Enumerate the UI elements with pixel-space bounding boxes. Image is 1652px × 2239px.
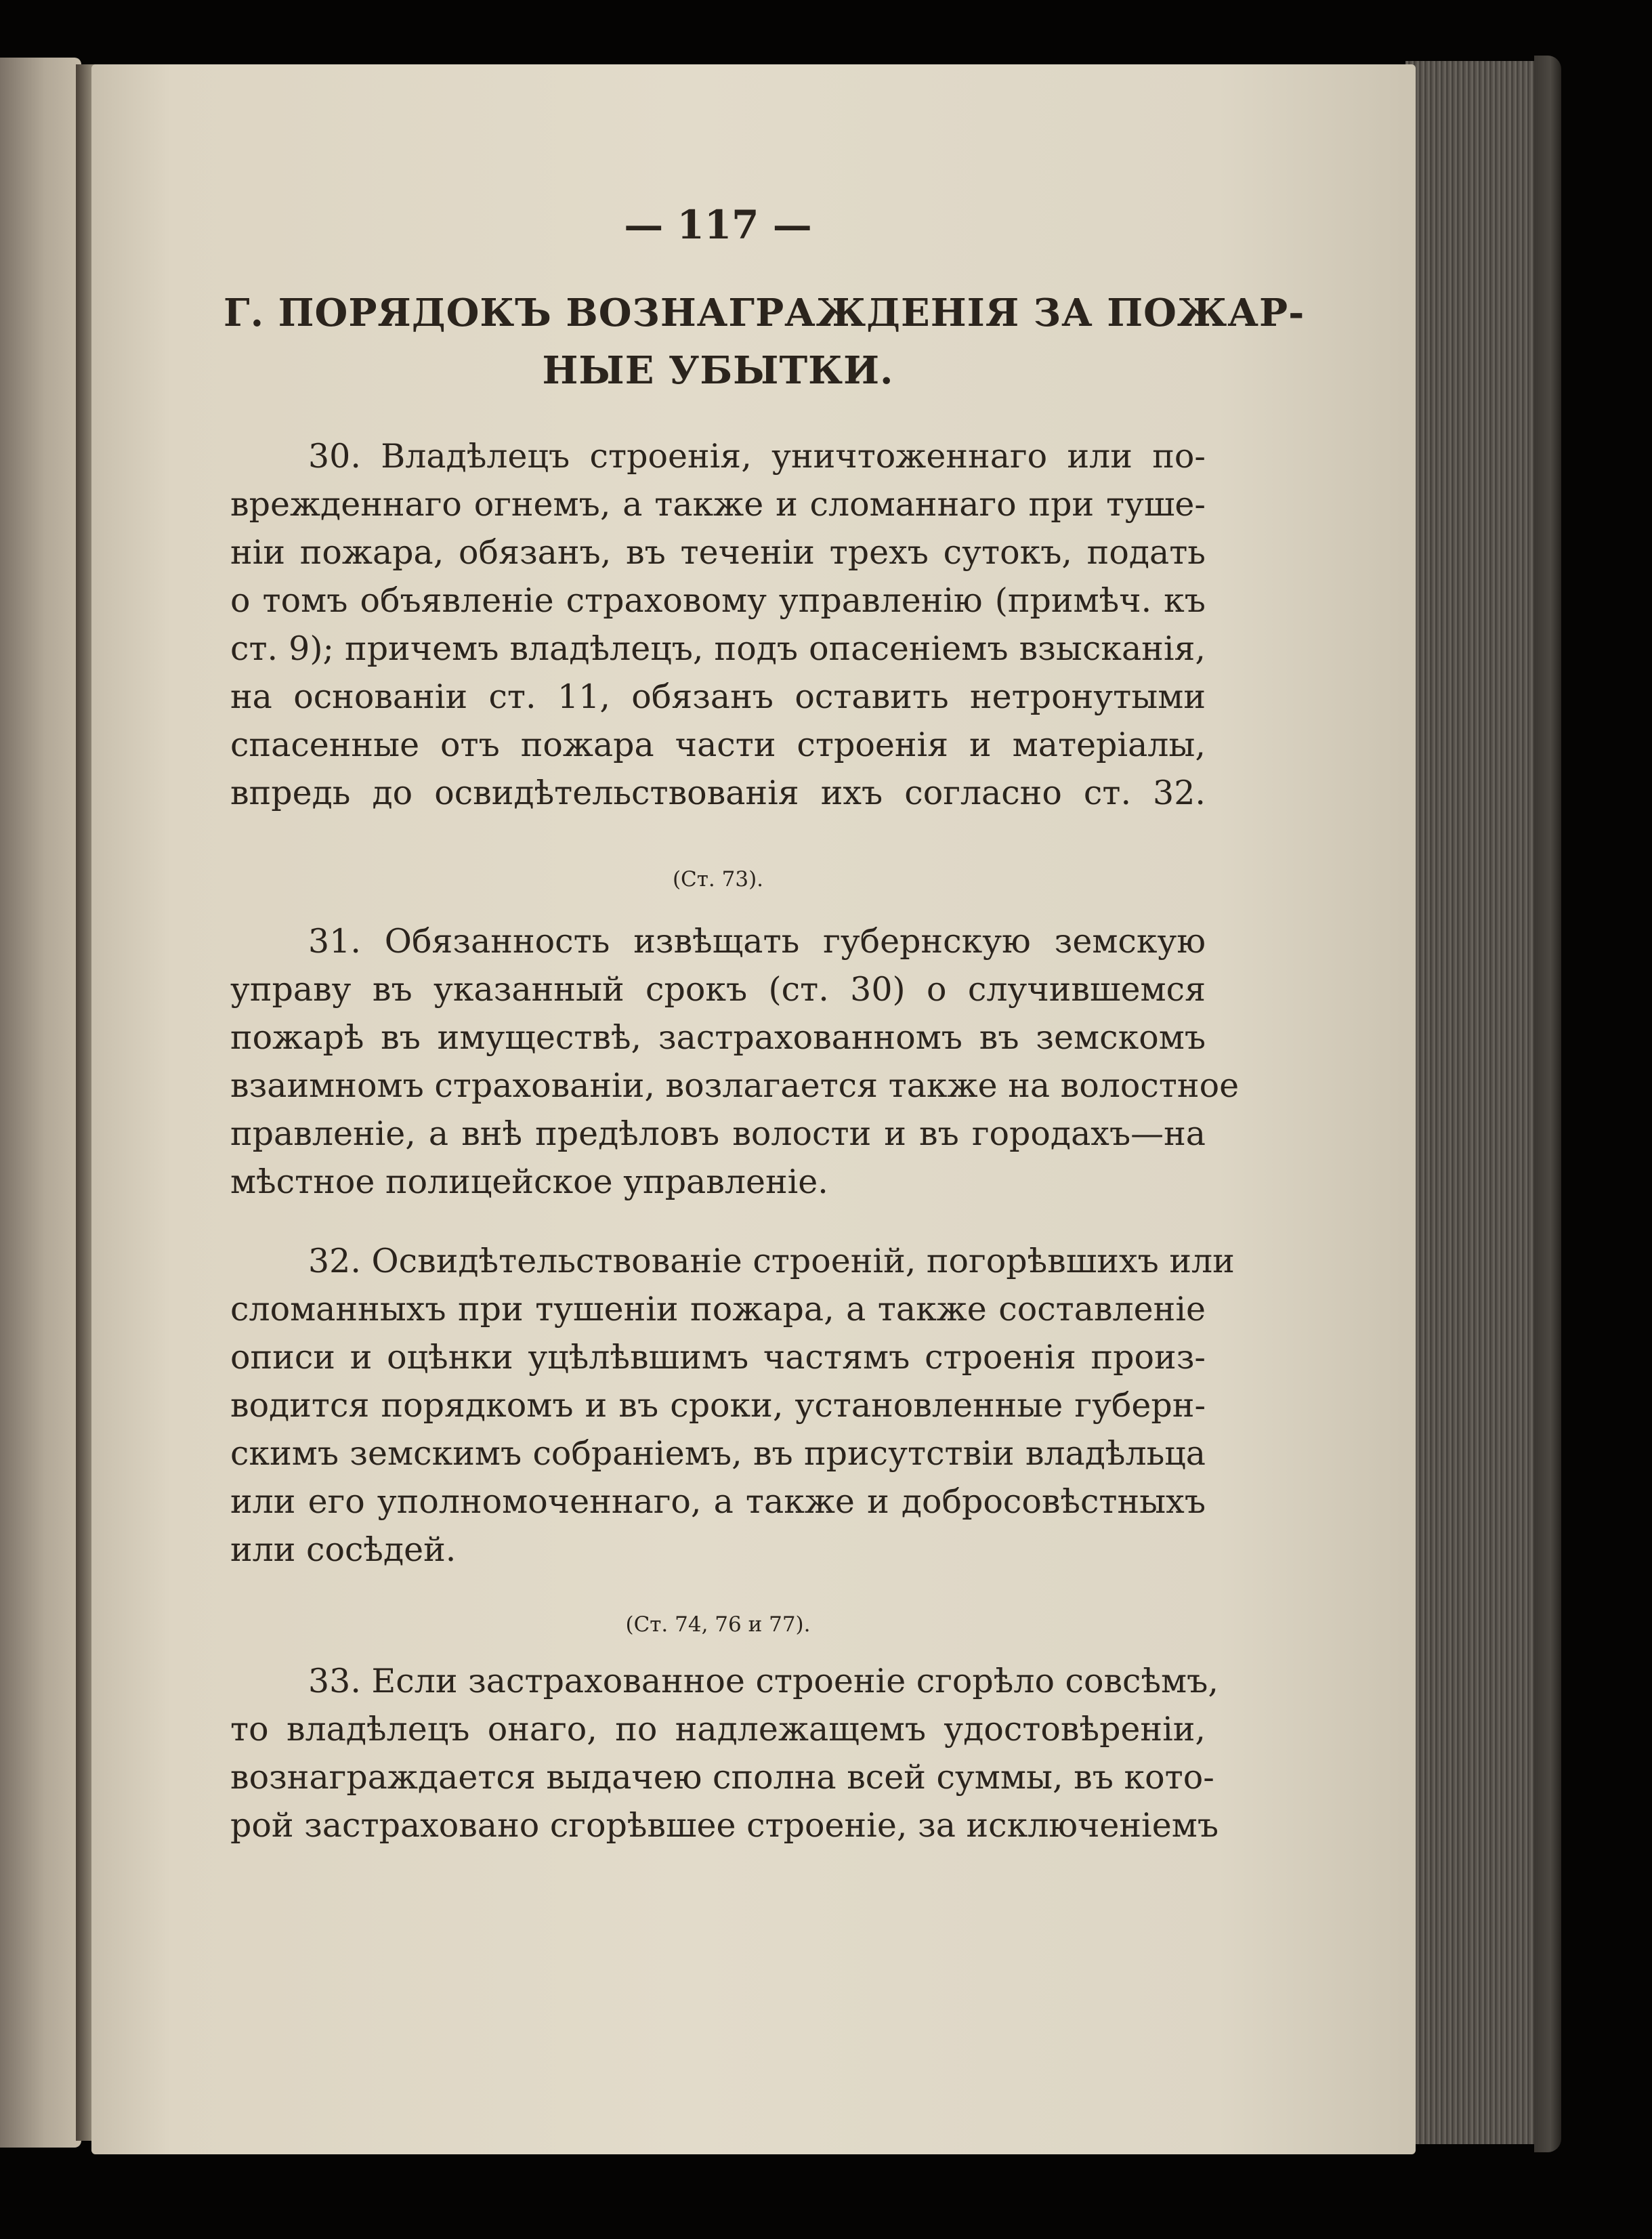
article-31-line: правленіе, а внѣ предѣловъ волости и въ городахъ—на <box>230 1114 1206 1153</box>
section-heading-line-1: Г. ПОРЯДОКЪ ВОЗНАГРАЖДЕНІЯ ЗА ПОЖАР- <box>224 291 1305 335</box>
article-32-line: описи и оцѣнки уцѣлѣвшимъ частямъ строенія произ- <box>230 1338 1206 1377</box>
article-32-line: сломанныхъ при тушеніи пожара, а также составленіе <box>230 1290 1206 1328</box>
article-31-line: пожарѣ въ имуществѣ, застрахованномъ въ земскомъ <box>230 1018 1206 1057</box>
article-32-reference: (Ст. 74, 76 и 77). <box>625 1612 811 1637</box>
article-31-line: взаимномъ страхованіи, возлагается также на волостное <box>230 1066 1240 1105</box>
left-page-edge <box>0 58 81 2148</box>
article-30-line: впредь до освидѣтельствованія ихъ согласно ст. 32. <box>230 774 1206 812</box>
book-cover-edge <box>1534 56 1561 2152</box>
article-32-line: или сосѣдей. <box>230 1530 457 1569</box>
article-32-line: водится порядкомъ и въ сроки, установленные губерн- <box>230 1386 1206 1425</box>
article-30-line: о томъ объявленіе страховому управленію (примѣч. къ <box>230 581 1206 620</box>
article-33-line: 33. Если застрахованное строеніе сгорѣло совсѣмъ, <box>308 1662 1219 1700</box>
article-33-line: вознаграждается выдачею сполна всей суммы, въ кото- <box>230 1758 1214 1797</box>
article-31-line: 31. Обязанность извѣщать губернскую земскую <box>308 922 1206 961</box>
article-30-line: 30. Владѣлецъ строенія, уничтоженнаго или по- <box>308 437 1206 476</box>
article-32-line: 32. Освидѣтельствованіе строеній, погорѣвшихъ или <box>308 1242 1235 1280</box>
section-heading-line-2: НЫЕ УБЫТКИ. <box>542 348 894 393</box>
article-30-line: врежденнаго огнемъ, а также и сломаннаго при туше- <box>230 485 1206 524</box>
article-31-line: управу въ указанный срокъ (ст. 30) о случившемся <box>230 970 1206 1009</box>
article-30-line: ст. 9); причемъ владѣлецъ, подъ опасеніемъ взысканія, <box>230 629 1206 668</box>
article-30-line: спасенные отъ пожара части строенія и матеріалы, <box>230 726 1206 764</box>
article-31-line: мѣстное полицейское управленіе. <box>230 1163 828 1201</box>
article-32-line: скимъ земскимъ собраніемъ, въ присутствіи владѣльца <box>230 1434 1206 1473</box>
article-33-line: то владѣлецъ онаго, по надлежащемъ удостовѣреніи, <box>230 1710 1206 1749</box>
article-30-reference: (Ст. 73). <box>672 867 764 892</box>
page-stack-edges <box>1405 61 1551 2144</box>
article-30-line: на основаніи ст. 11, обязанъ оставить нетронутыми <box>230 677 1206 716</box>
article-30-line: ніи пожара, обязанъ, въ теченіи трехъ сутокъ, подать <box>230 533 1206 572</box>
page-number: — 117 — <box>624 202 812 248</box>
article-32-line: или его уполномоченнаго, а также и добросовѣстныхъ <box>230 1482 1206 1521</box>
article-33-line: рой застраховано сгорѣвшее строеніе, за исключеніемъ <box>230 1806 1219 1845</box>
